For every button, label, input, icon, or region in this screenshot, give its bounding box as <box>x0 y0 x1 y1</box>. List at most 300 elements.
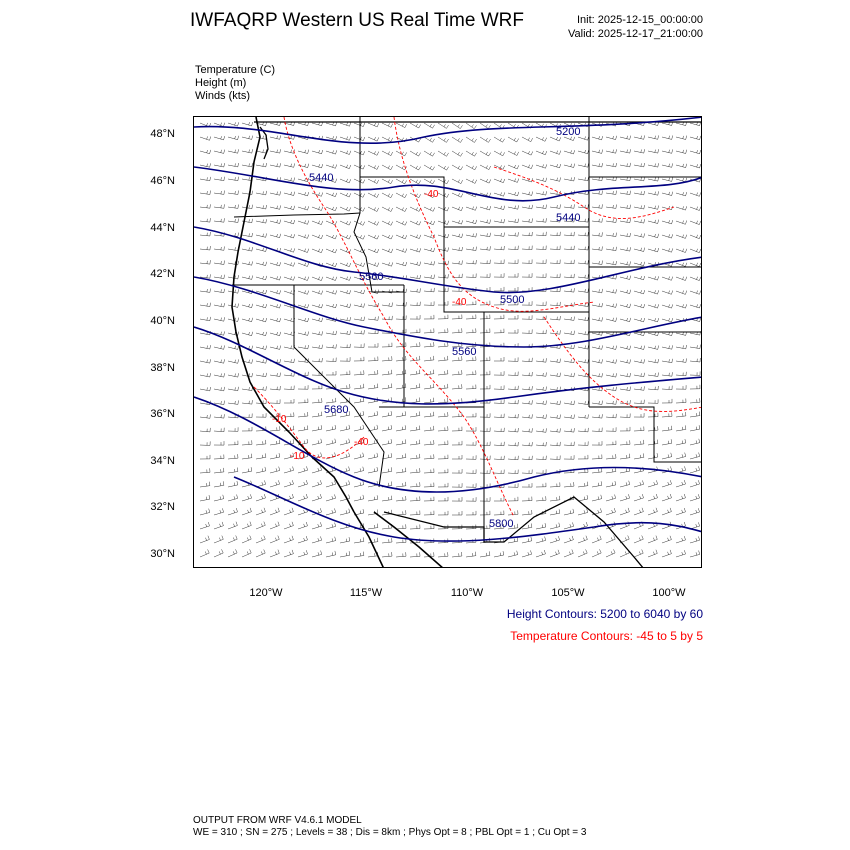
wind-barb <box>494 371 504 375</box>
wind-barb <box>354 303 365 307</box>
wind-barb <box>550 302 560 306</box>
wind-barb <box>564 164 575 168</box>
wind-barb <box>312 398 322 403</box>
wind-barb <box>424 384 434 389</box>
wind-barb <box>228 549 237 557</box>
wind-barb <box>578 414 588 418</box>
wind-barb <box>312 277 323 281</box>
wind-barb <box>536 469 546 473</box>
wind-barb <box>564 150 575 154</box>
wind-barb <box>312 425 322 431</box>
wind-barb <box>368 137 379 141</box>
wind-barb <box>382 151 393 156</box>
wind-barb <box>242 522 251 529</box>
wind-barb <box>424 497 434 501</box>
lat-label: 40°N <box>150 315 175 327</box>
wind-barb <box>466 497 476 501</box>
wind-barb <box>424 179 435 184</box>
wind-barb <box>536 550 546 557</box>
wind-barb <box>550 509 560 515</box>
wind-barb <box>620 414 630 418</box>
wind-barb <box>410 398 420 404</box>
lat-label: 36°N <box>150 408 175 420</box>
wind-barb <box>494 287 504 291</box>
weather-map <box>193 116 702 568</box>
wind-barb <box>676 399 686 404</box>
wind-barb <box>354 179 365 183</box>
lat-label: 46°N <box>150 175 175 187</box>
wind-barb <box>508 151 519 156</box>
wind-barb <box>228 373 239 377</box>
wind-barb <box>424 440 434 445</box>
wind-barb <box>256 522 265 529</box>
wind-barb <box>312 318 323 322</box>
wind-barb <box>396 411 406 417</box>
wind-barb <box>270 149 281 153</box>
wind-barb <box>368 263 379 267</box>
wind-barb <box>200 536 209 543</box>
wind-barb <box>354 552 364 557</box>
wind-barb <box>508 219 519 223</box>
wind-barb <box>508 246 518 250</box>
wind-barb <box>550 177 561 181</box>
wind-barb <box>424 288 434 292</box>
wind-barb <box>326 398 336 403</box>
wind-barb <box>452 220 463 224</box>
wind-barb <box>494 206 505 210</box>
wind-barb <box>606 373 617 377</box>
wind-barb <box>228 191 239 195</box>
wind-barb <box>326 290 337 294</box>
wind-barb <box>676 494 686 501</box>
wind-barb <box>270 220 281 224</box>
wind-barb <box>284 522 293 529</box>
wind-barb <box>340 122 351 126</box>
wind-barb <box>550 316 560 320</box>
wind-barb <box>228 508 238 515</box>
wind-barb <box>676 358 687 362</box>
wind-barb <box>564 177 575 181</box>
wind-barb <box>214 428 224 432</box>
wind-barb <box>494 470 504 474</box>
temperature-label: -40 <box>354 437 369 448</box>
wind-barb <box>438 511 448 515</box>
wind-barb <box>452 441 462 445</box>
wind-barb <box>410 496 420 501</box>
wind-barb <box>242 233 253 237</box>
wind-barb <box>536 302 546 306</box>
wind-barb <box>620 318 631 322</box>
wind-barb <box>592 246 602 250</box>
wind-barb <box>368 384 378 389</box>
wind-barb <box>522 165 533 169</box>
wind-barb <box>522 414 532 418</box>
wind-barb <box>550 274 560 278</box>
wind-barb <box>690 136 701 140</box>
wind-barb <box>536 483 546 487</box>
wind-barb <box>256 550 265 558</box>
wind-barb <box>200 303 211 307</box>
wind-barb <box>298 150 309 154</box>
wind-barb <box>690 164 701 168</box>
wind-barb <box>578 428 588 432</box>
wind-barb <box>242 427 252 431</box>
wind-barb <box>466 441 476 445</box>
wind-barb <box>228 536 237 544</box>
wind-barb <box>592 373 603 377</box>
wind-barb <box>550 401 561 405</box>
wind-barb <box>200 509 210 515</box>
wind-barb <box>396 496 406 501</box>
wind-barb <box>466 179 477 183</box>
wind-barb <box>466 511 476 515</box>
wind-barb <box>438 342 448 347</box>
wind-barb <box>522 273 532 277</box>
wind-barb <box>592 150 603 154</box>
wind-barb <box>312 331 323 335</box>
wind-barb <box>606 304 617 308</box>
wind-barb <box>690 494 700 501</box>
wind-barb <box>438 398 448 403</box>
wind-barb <box>256 346 267 350</box>
wind-barb <box>564 232 574 236</box>
wind-barb <box>648 426 658 431</box>
wind-barb <box>326 523 336 529</box>
wind-barb <box>354 453 364 459</box>
wind-barb <box>606 149 617 153</box>
wind-barb <box>480 329 490 334</box>
wind-barb <box>368 370 378 375</box>
wind-barb <box>634 400 644 404</box>
wind-barb <box>620 427 630 431</box>
wind-barb <box>606 414 616 418</box>
wind-barb <box>256 536 265 544</box>
wind-barb <box>396 193 407 198</box>
lat-label: 34°N <box>150 455 175 467</box>
wind-barb <box>634 494 644 501</box>
wind-barb <box>256 276 267 280</box>
wind-barb <box>480 357 490 361</box>
height-label: 5560 <box>452 346 477 358</box>
wind-barb <box>522 358 532 362</box>
wind-barb <box>676 164 687 168</box>
wind-barb <box>424 454 434 459</box>
wind-barb <box>592 232 602 236</box>
wind-barb <box>592 401 603 405</box>
wind-barb <box>592 359 603 363</box>
wind-barb <box>298 426 308 432</box>
wind-barb <box>340 371 350 375</box>
wind-barb <box>508 551 518 557</box>
wind-barb <box>452 315 462 320</box>
wind-barb <box>410 207 421 211</box>
wind-barb <box>480 413 490 417</box>
wind-barb <box>508 232 518 236</box>
wind-barb <box>242 318 253 322</box>
wind-barb <box>242 276 253 280</box>
wind-barb <box>382 370 392 375</box>
wind-barb <box>382 316 392 320</box>
wind-barb <box>438 193 449 197</box>
wind-barb <box>466 370 476 375</box>
temperature-label: -10 <box>290 451 305 462</box>
wind-barb <box>550 232 560 236</box>
wind-barb <box>424 248 435 252</box>
wind-barb <box>214 441 224 445</box>
wind-barb <box>410 235 421 239</box>
wind-barb <box>564 401 575 405</box>
wind-barb <box>368 249 379 253</box>
wind-barb <box>368 316 378 320</box>
wind-barb <box>536 428 546 432</box>
wind-barb <box>662 412 672 417</box>
wind-barb <box>214 204 224 208</box>
wind-barb <box>228 387 239 391</box>
wind-barb <box>256 205 267 209</box>
wind-barb <box>214 549 223 557</box>
wind-barb <box>424 207 435 211</box>
wind-barb <box>270 304 281 308</box>
wind-barb <box>326 494 336 501</box>
height-contours <box>194 117 702 541</box>
wind-barb <box>284 220 295 224</box>
wind-barb <box>410 525 420 530</box>
wind-barb <box>550 260 560 264</box>
wind-barb <box>634 149 645 153</box>
wind-barb <box>522 400 532 404</box>
wind-barb <box>228 163 239 167</box>
wind-barb <box>648 508 657 515</box>
wind-barb <box>270 550 279 557</box>
wind-barb <box>508 456 518 460</box>
valid-time: Valid: 2025-12-17_21:00:00 <box>568 28 703 40</box>
wind-barb <box>326 331 337 335</box>
wind-barb <box>634 262 645 266</box>
wind-barb <box>354 123 365 127</box>
wind-barb <box>466 233 477 237</box>
wind-barb <box>424 511 434 515</box>
wind-barb <box>564 482 574 487</box>
wind-barb <box>662 318 673 322</box>
wind-barb <box>522 246 532 250</box>
wind-barb <box>200 150 211 154</box>
wind-barb <box>312 439 322 445</box>
wind-barb <box>452 483 462 487</box>
wind-barb <box>284 550 293 557</box>
wind-barb <box>326 480 336 487</box>
wind-barb <box>550 246 560 250</box>
height-label: 5800 <box>489 518 514 530</box>
wind-barb <box>634 163 645 167</box>
wind-barb <box>424 398 434 403</box>
wind-barb <box>242 261 253 265</box>
wind-barb <box>578 246 588 250</box>
wind-barb <box>452 511 462 515</box>
wind-barb <box>298 220 309 224</box>
wind-barb <box>270 290 281 294</box>
wind-barb <box>438 315 448 319</box>
wind-barb <box>662 248 673 252</box>
wind-barb <box>256 248 267 252</box>
wind-barb <box>662 345 673 349</box>
wind-barb <box>508 357 518 361</box>
wind-barb <box>522 329 532 333</box>
wind-barb <box>340 551 350 557</box>
wind-barb <box>564 288 574 292</box>
wind-barb <box>620 290 631 294</box>
wind-barb <box>354 481 364 487</box>
wind-barb <box>690 536 700 543</box>
wind-barb <box>340 344 350 348</box>
wind-barb <box>620 346 631 350</box>
wind-barb <box>606 359 617 363</box>
wind-barb <box>550 204 561 208</box>
wind-barb <box>620 359 631 363</box>
wind-barb <box>522 386 532 390</box>
wind-barb <box>620 481 630 487</box>
wind-barb <box>480 301 490 305</box>
wind-barb <box>662 399 672 403</box>
wind-barb <box>284 163 295 167</box>
wind-barb <box>312 385 322 389</box>
wind-barb <box>312 551 322 558</box>
wind-barb <box>676 277 687 281</box>
wind-barb <box>662 178 673 182</box>
wind-barb <box>620 163 631 167</box>
wind-barb <box>452 384 462 389</box>
lat-label: 30°N <box>150 548 175 560</box>
state-border <box>360 177 444 227</box>
wind-barb <box>256 480 266 487</box>
wind-barb <box>270 346 281 350</box>
wind-barb <box>606 481 616 487</box>
wind-barb <box>312 412 322 417</box>
wind-barb <box>634 233 645 237</box>
wind-barb <box>634 373 645 377</box>
wind-barb <box>228 441 238 445</box>
wind-barb <box>312 164 323 168</box>
wind-barb <box>508 259 518 263</box>
wind-barb <box>312 345 323 349</box>
wind-barb <box>368 411 378 417</box>
wind-barb <box>256 135 267 139</box>
wind-barb <box>480 206 491 210</box>
wind-barb <box>200 232 210 236</box>
wind-barb <box>578 401 589 405</box>
wind-barb <box>634 386 644 390</box>
wind-barb <box>578 441 588 445</box>
wind-barb <box>200 428 210 432</box>
wind-barb <box>270 332 281 336</box>
wind-barb <box>494 357 504 361</box>
wind-barb <box>634 135 645 139</box>
wind-barb <box>354 425 364 431</box>
wind-barb <box>508 165 519 169</box>
wind-barb <box>676 345 687 349</box>
wind-barb <box>382 221 393 225</box>
wind-barb <box>410 248 421 252</box>
wind-barb <box>592 218 602 222</box>
wind-barb <box>480 315 490 319</box>
wind-barb <box>438 370 448 375</box>
wind-barb <box>466 328 476 333</box>
wind-barb <box>578 260 588 264</box>
wind-barb <box>564 522 574 529</box>
wind-barb <box>382 123 393 127</box>
wind-barb <box>676 372 686 376</box>
wind-barb <box>312 466 322 473</box>
height-label: 5560 <box>359 271 384 283</box>
wind-barb <box>270 386 280 390</box>
wind-barb <box>256 191 267 195</box>
wind-barb <box>466 165 477 170</box>
wind-barb <box>620 440 630 445</box>
wind-barb <box>522 205 533 209</box>
wind-barb <box>298 277 309 281</box>
coastline <box>354 512 384 568</box>
wind-barb <box>242 454 252 459</box>
wind-barb <box>564 246 574 250</box>
height-label: 5500 <box>500 294 525 306</box>
wind-barb <box>578 177 589 181</box>
wind-barb <box>424 525 434 529</box>
wind-barb <box>494 246 504 250</box>
wind-barb <box>480 371 490 375</box>
wind-barb <box>340 165 351 169</box>
wind-barb <box>466 455 476 459</box>
wind-barb <box>466 207 477 211</box>
wind-barb <box>648 149 659 153</box>
wind-barb <box>634 276 645 280</box>
wind-barb <box>536 358 546 362</box>
wind-barb <box>620 136 631 140</box>
wind-barb <box>466 247 477 251</box>
wind-barb <box>214 289 225 293</box>
wind-barb <box>410 482 420 487</box>
wind-barb <box>648 191 659 195</box>
wind-barb <box>424 165 435 170</box>
wind-barb <box>480 165 491 170</box>
wind-barb <box>564 274 574 278</box>
wind-barb <box>564 359 575 363</box>
wind-barb <box>508 372 518 376</box>
wind-barb <box>466 413 476 417</box>
wind-barb <box>270 508 279 515</box>
wind-barb <box>662 536 671 543</box>
wind-barb <box>662 480 672 487</box>
temperature-contour-note: Temperature Contours: -45 to 5 by 5 <box>510 629 703 643</box>
wind-barb <box>578 345 589 349</box>
wind-barb <box>634 248 645 252</box>
wind-barb <box>270 205 281 209</box>
wind-barb <box>592 428 602 432</box>
legend-height: Height (m) <box>195 77 247 89</box>
wind-barb <box>578 359 589 363</box>
wind-barb <box>550 442 560 446</box>
wind-barb <box>452 193 463 197</box>
wind-barb <box>508 497 518 501</box>
lat-label: 48°N <box>150 128 175 140</box>
wind-barb <box>424 221 435 225</box>
wind-barb <box>508 205 519 209</box>
wind-barb <box>284 277 295 281</box>
wind-barb <box>326 235 337 239</box>
wind-barb <box>522 470 532 474</box>
wind-barb <box>284 508 293 515</box>
wind-barb <box>354 397 364 403</box>
wind-barb <box>382 235 393 239</box>
wind-barb <box>606 536 615 544</box>
